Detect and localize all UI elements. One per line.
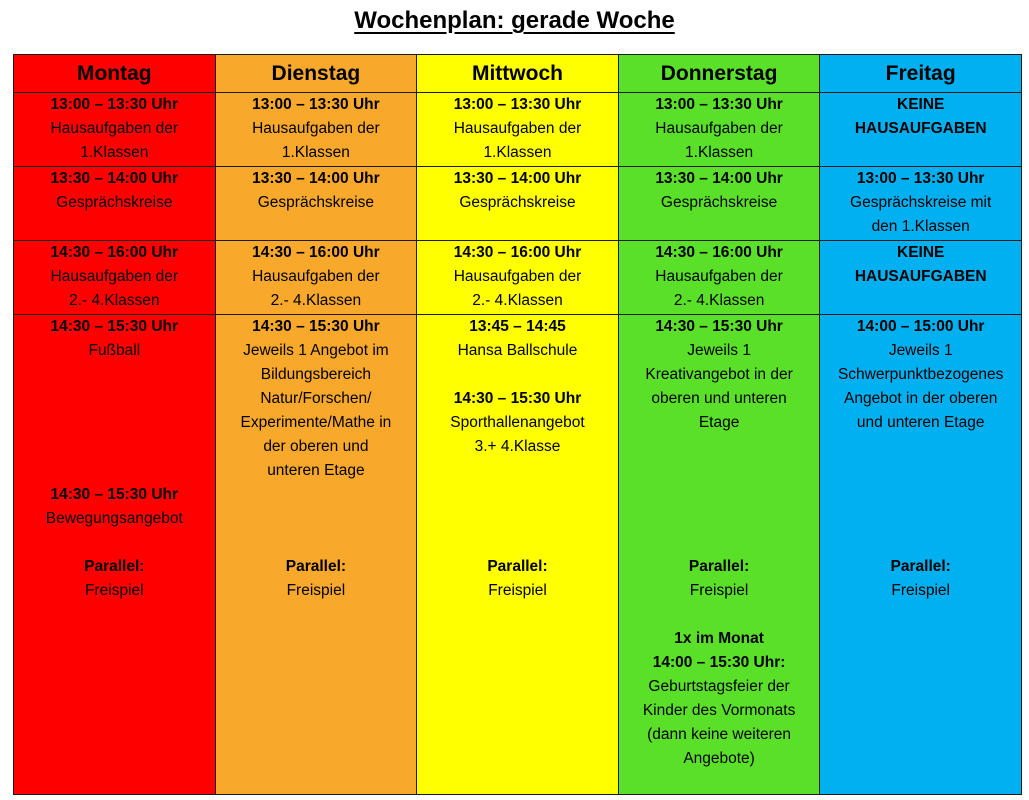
spacer (17, 363, 212, 387)
cell-text-line: Freispiel (891, 582, 950, 599)
spacer (420, 483, 615, 507)
schedule-cell-dienstag (215, 241, 417, 315)
spacer (622, 459, 817, 483)
spacer (823, 459, 1018, 483)
schedule-cell-donnerstag (618, 167, 820, 241)
spacer (823, 507, 1018, 531)
schedule-cell-freitag (820, 167, 1022, 241)
cell-text-line: 14:00 – 15:00 Uhr (856, 318, 985, 335)
page-title: Wochenplan: gerade Woche (354, 7, 675, 34)
spacer (622, 603, 817, 627)
cell-text-line: 14:30 – 16:00 Uhr (252, 244, 380, 261)
weekly-schedule-table (13, 54, 1022, 795)
cell-text-line: Hausaufgaben der (50, 268, 179, 285)
schedule-cell-donnerstag (618, 93, 820, 167)
cell-text-line: Angebot in der oberen (843, 390, 998, 407)
cell-text-line: Sporthallenangebot (450, 414, 585, 431)
schedule-cell-mittwoch (417, 93, 619, 167)
cell-text-line: 1.Klassen (483, 144, 552, 161)
schedule-row (14, 93, 1022, 167)
header-donnerstag: Donnerstag (618, 55, 820, 93)
spacer (622, 507, 817, 531)
cell-text-line: Gesprächskreise (257, 194, 375, 211)
spacer (622, 483, 817, 507)
cell-text-line: 1.Klassen (80, 144, 149, 161)
header-mittwoch: Mittwoch (417, 55, 619, 93)
cell-text-line: Kinder des Vormonats (642, 702, 796, 719)
cell-text-line: 14:30 – 15:30 Uhr (50, 318, 179, 335)
schedule-cell-montag (14, 241, 216, 315)
cell-text-line: 3.+ 4.Klasse (474, 438, 561, 455)
spacer (219, 507, 414, 531)
cell-text-line: Hausaufgaben der (655, 120, 783, 137)
cell-text-line: 13:00 – 13:30 Uhr (453, 96, 582, 113)
cell-text-line: Freispiel (488, 582, 547, 599)
cell-text-line: 14:30 – 16:00 Uhr (655, 244, 783, 261)
cell-text-line: 14:30 – 16:00 Uhr (50, 244, 179, 261)
schedule-cell-dienstag (215, 93, 417, 167)
cell-text-line: Hausaufgaben der (453, 268, 582, 285)
cell-text-line: 13:00 – 13:30 Uhr (655, 96, 783, 113)
cell-text-line: Parallel: (890, 558, 951, 575)
spacer (420, 363, 615, 387)
cell-text-line: Etage (698, 414, 740, 431)
cell-text-line: 2.- 4.Klassen (69, 292, 160, 309)
cell-text-line: den 1.Klassen (871, 218, 970, 235)
cell-text-line: 13:00 – 13:30 Uhr (252, 96, 380, 113)
spacer (17, 531, 212, 555)
day-header-row (14, 55, 1022, 93)
schedule-cell-freitag (820, 315, 1022, 795)
spacer (219, 531, 414, 555)
cell-text-line: Hansa Ballschule (457, 342, 578, 359)
cell-text-line: 14:30 – 15:30 Uhr (655, 318, 783, 335)
cell-text-line: 2.- 4.Klassen (472, 292, 563, 309)
spacer (622, 531, 817, 555)
cell-text-line: 13:00 – 13:30 Uhr (856, 170, 985, 187)
cell-text-line: der oberen und (263, 438, 369, 455)
cell-text-line: 13:45 – 14:45 (469, 318, 566, 335)
cell-text-line: 14:30 – 16:00 Uhr (453, 244, 582, 261)
cell-text-line: 2.- 4.Klassen (270, 292, 362, 309)
cell-text-line: Fußball (88, 342, 141, 359)
cell-text-line: oberen und unteren (651, 390, 787, 407)
cell-text-line: 1.Klassen (281, 144, 350, 161)
header-dienstag: Dienstag (215, 55, 417, 93)
schedule-cell-montag (14, 93, 216, 167)
cell-text-line: Parallel: (487, 558, 548, 575)
cell-text-line: 1.Klassen (685, 144, 754, 161)
cell-text-line: Gesprächskreise mit (850, 194, 992, 211)
cell-text-line: Hausaufgaben der (655, 268, 783, 285)
schedule-cell-mittwoch (417, 241, 619, 315)
schedule-cell-mittwoch (417, 167, 619, 241)
cell-text-line: 13:00 – 13:30 Uhr (50, 96, 179, 113)
schedule-cell-montag (14, 315, 216, 795)
cell-text-line: und unteren Etage (856, 414, 985, 431)
cell-text-line: Hausaufgaben der (50, 120, 179, 137)
cell-text-line: 1x im Monat (674, 630, 764, 647)
cell-text-line: HAUSAUFGABEN (854, 120, 987, 137)
spacer (17, 459, 212, 483)
cell-text-line: KEINE (897, 244, 945, 261)
cell-text-line: Jeweils 1 (888, 342, 953, 359)
cell-text-line: Natur/Forschen/ (260, 390, 372, 407)
schedule-cell-montag (14, 167, 216, 241)
header-freitag: Freitag (820, 55, 1022, 93)
cell-text-line: Freispiel (85, 582, 144, 599)
schedule-row (14, 315, 1022, 795)
spacer (17, 435, 212, 459)
cell-text-line: Parallel: (285, 558, 347, 575)
cell-text-line: Gesprächskreise (459, 194, 576, 211)
cell-text-line: Hausaufgaben der (252, 120, 380, 137)
spacer (17, 411, 212, 435)
cell-text-line: 13:30 – 14:00 Uhr (50, 170, 179, 187)
cell-text-line: Experimente/Mathe in (240, 414, 392, 431)
cell-text-line: Gesprächskreise (660, 194, 778, 211)
cell-text-line: Gesprächskreise (56, 194, 173, 211)
cell-text-line: Freispiel (286, 582, 346, 599)
cell-text-line: Jeweils 1 (687, 342, 751, 359)
header-montag: Montag (14, 55, 216, 93)
cell-text-line: 13:30 – 14:00 Uhr (453, 170, 582, 187)
cell-text-line: 14:30 – 15:30 Uhr (252, 318, 380, 335)
schedule-cell-mittwoch (417, 315, 619, 795)
cell-text-line: Jeweils 1 Angebot im (243, 342, 389, 359)
schedule-cell-dienstag (215, 315, 417, 795)
schedule-cell-donnerstag (618, 241, 820, 315)
cell-text-line: KEINE (897, 96, 945, 113)
cell-text-line: Geburtstagsfeier der (648, 678, 790, 695)
cell-text-line: Schwerpunktbezogenes (837, 366, 1004, 383)
cell-text-line: 2.- 4.Klassen (673, 292, 765, 309)
spacer (17, 387, 212, 411)
cell-text-line: Bildungsbereich (260, 366, 372, 383)
spacer (823, 531, 1018, 555)
spacer (622, 435, 817, 459)
schedule-cell-dienstag (215, 167, 417, 241)
cell-text-line: HAUSAUFGABEN (854, 268, 987, 285)
schedule-row (14, 167, 1022, 241)
cell-text-line: unteren Etage (267, 462, 365, 479)
schedule-cell-freitag (820, 93, 1022, 167)
schedule-cell-freitag (820, 241, 1022, 315)
cell-text-line: Hausaufgaben der (453, 120, 582, 137)
schedule-row (14, 241, 1022, 315)
cell-text-line: 13:30 – 14:00 Uhr (655, 170, 783, 187)
spacer (823, 435, 1018, 459)
cell-text-line: 13:30 – 14:00 Uhr (252, 170, 380, 187)
cell-text-line: Kreativangebot in der (645, 366, 793, 383)
cell-text-line: Parallel: (688, 558, 750, 575)
cell-text-line: Hausaufgaben der (252, 268, 380, 285)
spacer (823, 483, 1018, 507)
cell-text-line: 14:30 – 15:30 Uhr (50, 486, 179, 503)
spacer (420, 531, 615, 555)
spacer (420, 459, 615, 483)
spacer (420, 507, 615, 531)
cell-text-line: Parallel: (84, 558, 145, 575)
cell-text-line: 14:30 – 15:30 Uhr (453, 390, 582, 407)
cell-text-line: (dann keine weiteren (647, 726, 792, 743)
cell-text-line: 14:00 – 15:30 Uhr: (652, 654, 786, 671)
cell-text-line: Freispiel (689, 582, 749, 599)
schedule-cell-donnerstag (618, 315, 820, 795)
cell-text-line: Angebote) (683, 750, 755, 767)
spacer (219, 483, 414, 507)
cell-text-line: Bewegungsangebot (45, 510, 183, 527)
